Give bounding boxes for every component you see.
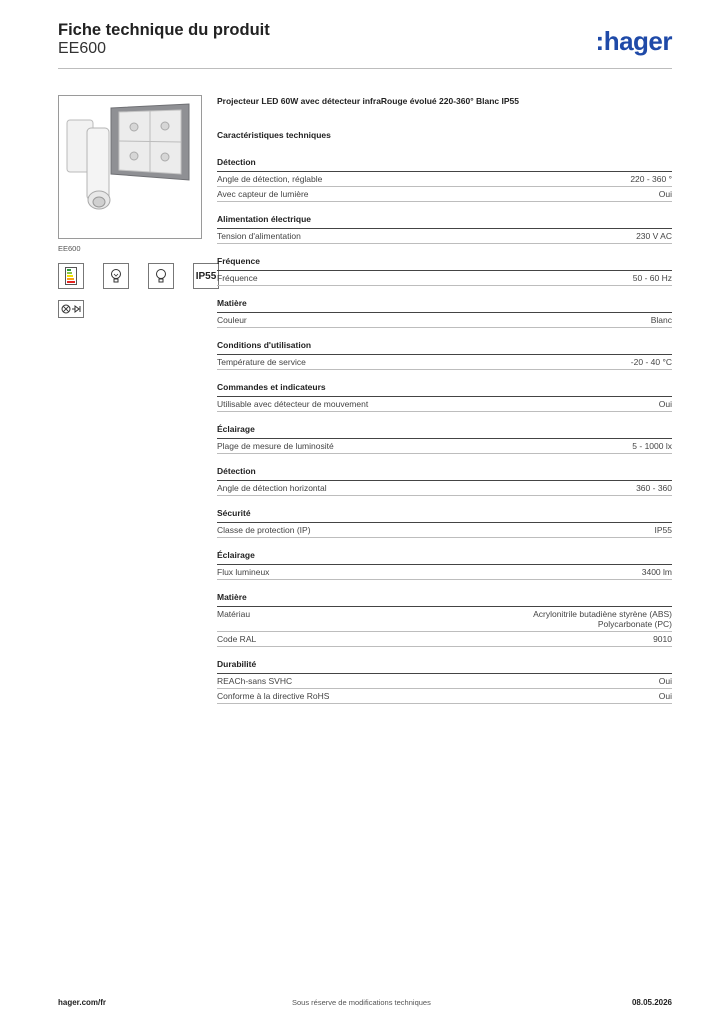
spec-value: 9010 bbox=[653, 634, 672, 644]
spec-category-title: Éclairage bbox=[217, 424, 672, 439]
spec-row bbox=[217, 523, 672, 538]
spec-label: Matériau bbox=[217, 609, 251, 619]
spec-label: Température de service bbox=[217, 357, 306, 367]
spec-category bbox=[217, 157, 672, 202]
footer-date: 08.05.2026 bbox=[631, 998, 672, 1007]
spec-category-title: Sécurité bbox=[217, 508, 672, 523]
spec-label: Classe de protection (IP) bbox=[217, 525, 311, 535]
spec-label: Plage de mesure de luminosité bbox=[217, 441, 334, 451]
product-image bbox=[58, 95, 202, 239]
spec-row bbox=[217, 355, 672, 370]
spec-row bbox=[217, 481, 672, 496]
spec-label: REACh-sans SVHC bbox=[217, 676, 293, 686]
spec-label: Utilisable avec détecteur de mouvement bbox=[217, 399, 369, 409]
spec-row bbox=[217, 271, 672, 286]
spec-category-title: Matière bbox=[217, 298, 672, 313]
spec-value: 230 V AC bbox=[636, 231, 672, 241]
spec-row bbox=[217, 229, 672, 244]
spec-row bbox=[217, 689, 672, 704]
bulb-outline-icon bbox=[148, 263, 174, 289]
spec-row bbox=[217, 172, 672, 187]
spec-label: Flux lumineux bbox=[217, 567, 270, 577]
footer-disclaimer: Sous réserve de modifications techniques bbox=[292, 998, 431, 1007]
spec-category bbox=[217, 550, 672, 580]
spec-label: Avec capteur de lumière bbox=[217, 189, 309, 199]
spec-category-title: Matière bbox=[217, 592, 672, 607]
spec-label: Angle de détection, réglable bbox=[217, 174, 323, 184]
spec-value: Acrylonitrile butadiène styrène (ABS) Polycarbonate (PC) bbox=[533, 609, 672, 629]
spec-category-title: Conditions d'utilisation bbox=[217, 340, 672, 355]
spec-value: 3400 lm bbox=[641, 567, 672, 577]
image-caption: EE600 bbox=[58, 244, 81, 253]
spec-label: Tension d'alimentation bbox=[217, 231, 301, 241]
spec-category bbox=[217, 382, 672, 412]
spec-row bbox=[217, 439, 672, 454]
spec-row bbox=[217, 565, 672, 580]
spec-category bbox=[217, 256, 672, 286]
spec-value: Oui bbox=[658, 189, 672, 199]
spec-row bbox=[217, 313, 672, 328]
spec-category bbox=[217, 424, 672, 454]
spec-value: -20 - 40 °C bbox=[630, 357, 672, 367]
spec-content bbox=[217, 96, 672, 716]
spec-category bbox=[217, 214, 672, 244]
hager-logo: :hager bbox=[595, 26, 672, 56]
floodlight-illustration bbox=[59, 96, 201, 238]
spec-category bbox=[217, 659, 672, 704]
spec-category-title: Durabilité bbox=[217, 659, 672, 674]
spec-row bbox=[217, 674, 672, 689]
spec-row bbox=[217, 187, 672, 202]
spec-category-title: Éclairage bbox=[217, 550, 672, 565]
spec-category bbox=[217, 508, 672, 538]
spec-row bbox=[217, 632, 672, 647]
spec-category-title: Alimentation électrique bbox=[217, 214, 672, 229]
spec-value: IP55 bbox=[654, 525, 672, 535]
bulb-icon bbox=[103, 263, 129, 289]
spec-category bbox=[217, 340, 672, 370]
spec-row bbox=[217, 397, 672, 412]
spec-category bbox=[217, 592, 672, 647]
spec-category-title: Détection bbox=[217, 466, 672, 481]
spec-value: 220 - 360 ° bbox=[630, 174, 672, 184]
spec-value: Oui bbox=[658, 691, 672, 701]
spec-section-title: Caractéristiques techniques bbox=[217, 130, 331, 140]
pictogram-row bbox=[58, 263, 219, 289]
spec-label: Fréquence bbox=[217, 273, 258, 283]
spec-value: 360 - 360 bbox=[636, 483, 672, 493]
spec-category-title: Commandes et indicateurs bbox=[217, 382, 672, 397]
product-reference: EE600 bbox=[58, 40, 107, 57]
spec-category-title: Fréquence bbox=[217, 256, 672, 271]
header-divider bbox=[58, 68, 672, 69]
lamp-symbol-icon bbox=[58, 300, 84, 318]
spec-label: Couleur bbox=[217, 315, 247, 325]
page-title: Fiche technique du produit bbox=[58, 21, 270, 39]
spec-list bbox=[217, 157, 672, 704]
footer-website: hager.com/fr bbox=[58, 998, 107, 1007]
spec-value: 5 - 1000 lx bbox=[632, 441, 672, 451]
spec-category bbox=[217, 298, 672, 328]
spec-label: Conforme à la directive RoHS bbox=[217, 691, 330, 701]
ip55-badge: IP55 bbox=[193, 263, 219, 289]
spec-value: Oui bbox=[658, 399, 672, 409]
energy-label-icon bbox=[58, 263, 84, 289]
spec-value: 50 - 60 Hz bbox=[632, 273, 672, 283]
spec-value: Blanc bbox=[650, 315, 672, 325]
spec-value: Oui bbox=[658, 676, 672, 686]
spec-category bbox=[217, 466, 672, 496]
spec-row bbox=[217, 607, 672, 632]
product-description: Projecteur LED 60W avec détecteur infraRouge évolué 220-360° Blanc IP55 bbox=[217, 96, 519, 106]
spec-label: Code RAL bbox=[217, 634, 257, 644]
spec-label: Angle de détection horizontal bbox=[217, 483, 327, 493]
spec-category-title: Détection bbox=[217, 157, 672, 172]
